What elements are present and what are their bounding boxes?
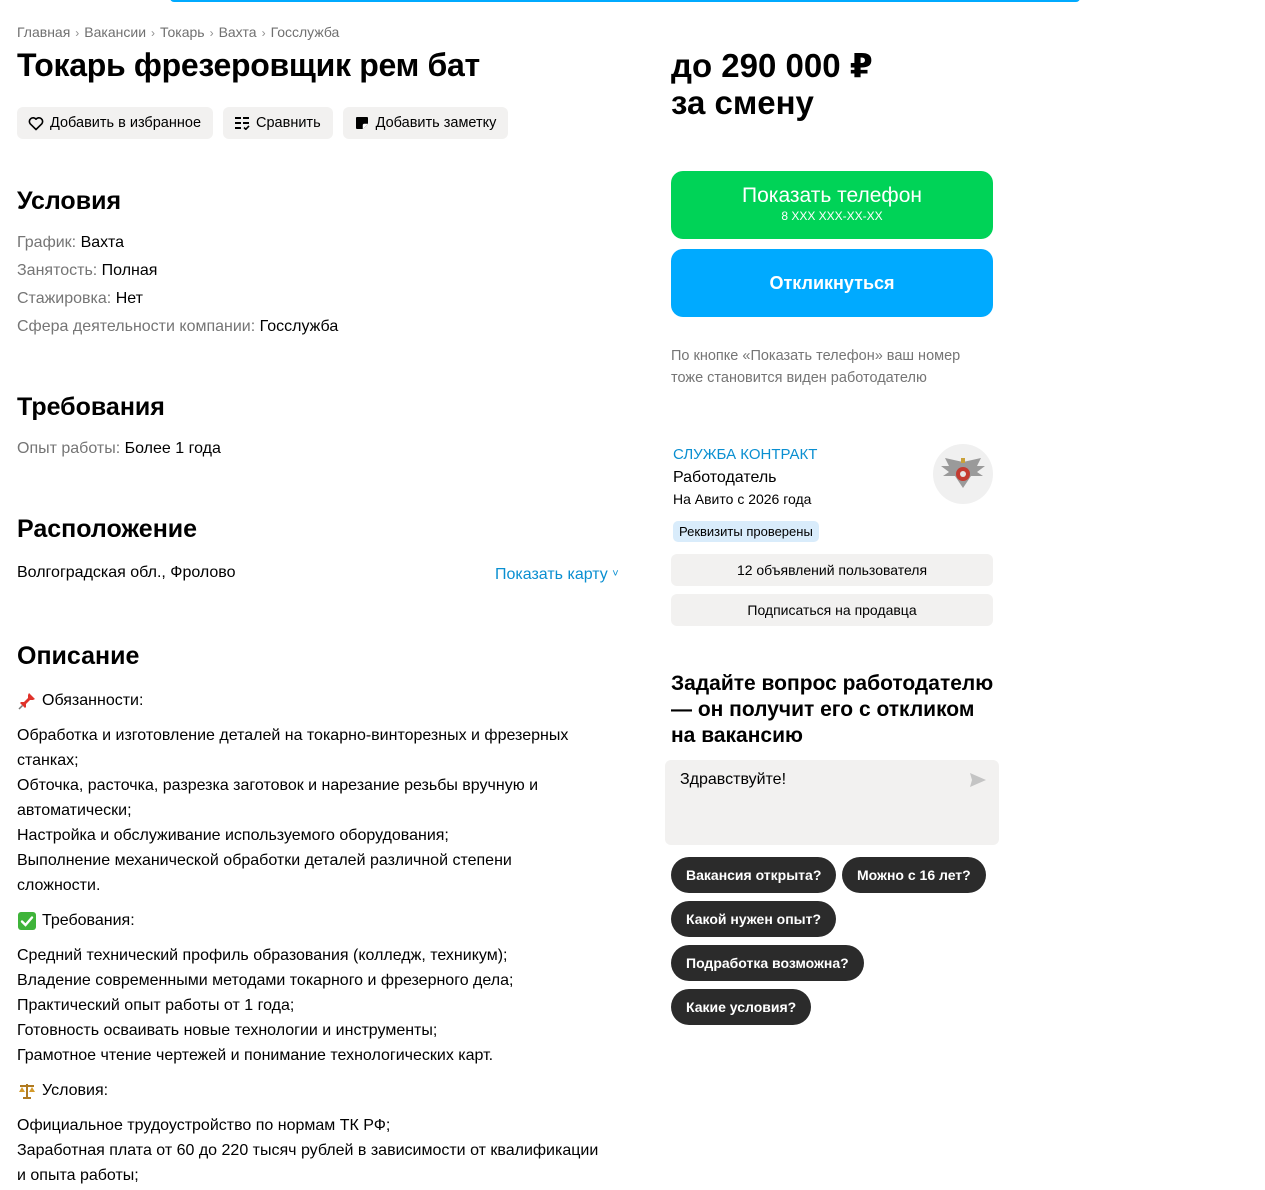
param-experience bbox=[17, 440, 221, 458]
list-item: Обработка и изготовление деталей на токарно-винторезных и фрезерных bbox=[17, 727, 569, 744]
breadcrumb-vacancies[interactable]: Вакансии bbox=[84, 24, 147, 40]
reply-button[interactable]: Откликнуться bbox=[671, 249, 993, 317]
show-phone-button[interactable] bbox=[671, 171, 993, 239]
list-item: Грамотное чтение чертежей и понимание технологических карт. bbox=[17, 1047, 494, 1064]
salary bbox=[671, 47, 873, 121]
param-value: Вахта bbox=[80, 234, 124, 251]
param-key: График: bbox=[17, 234, 77, 251]
user-listings-button[interactable]: 12 объявлений пользователя bbox=[671, 554, 993, 586]
add-note-label: Добавить заметку bbox=[375, 115, 497, 131]
param-key: Опыт работы: bbox=[17, 440, 121, 457]
param-schedule bbox=[17, 234, 124, 252]
list-item: Официальное трудоустройство по нормам ТК РФ; bbox=[17, 1117, 391, 1134]
seller-avatar[interactable] bbox=[933, 444, 993, 504]
breadcrumb-home[interactable]: Главная bbox=[17, 24, 71, 40]
chevron-down-icon: ˅ bbox=[612, 568, 619, 580]
list-item: Обточка, расточка, разрезка заготовок и нарезание резьбы вручную и bbox=[17, 777, 539, 794]
list-item: Настройка и обслуживание используемого оборудования; bbox=[17, 827, 449, 844]
question-input[interactable]: Здравствуйте! bbox=[665, 760, 999, 845]
send-icon[interactable] bbox=[969, 772, 987, 790]
add-to-favorites-button[interactable] bbox=[17, 107, 213, 139]
compare-label: Сравнить bbox=[256, 115, 321, 131]
question-chip[interactable]: Какой нужен опыт? bbox=[671, 901, 836, 937]
seller-since: На Авито с 2026 года bbox=[673, 491, 812, 507]
note-icon bbox=[353, 114, 371, 132]
conditions-list bbox=[17, 1113, 627, 1188]
add-to-favorites-label: Добавить в избранное bbox=[50, 115, 202, 131]
description-title: Описание bbox=[17, 642, 140, 670]
list-item: станках; bbox=[17, 752, 79, 769]
requirements-title: Требования bbox=[17, 393, 165, 421]
question-chip[interactable]: Вакансия открыта? bbox=[671, 857, 836, 893]
param-internship bbox=[17, 290, 143, 308]
requirements-heading bbox=[17, 908, 627, 933]
show-map-link[interactable] bbox=[495, 566, 619, 584]
list-item: Владение современными методами токарного и фрезерного дела; bbox=[17, 972, 514, 989]
list-item: Готовность осваивать новые технологии и инструменты; bbox=[17, 1022, 438, 1039]
phone-visibility-note: По кнопке «Показать телефон» ваш номер тоже становится виден работодателю bbox=[671, 348, 961, 386]
salary-period: за смену bbox=[671, 84, 814, 121]
list-item: Практический опыт работы от 1 года; bbox=[17, 997, 295, 1014]
param-key: Стажировка: bbox=[17, 290, 112, 307]
breadcrumb bbox=[17, 24, 339, 40]
chevron-right-icon: › bbox=[209, 26, 214, 40]
scales-emoji-icon bbox=[17, 1081, 37, 1101]
show-phone-label: Показать телефон bbox=[742, 184, 922, 207]
param-sphere bbox=[17, 318, 338, 336]
breadcrumb-gov[interactable]: Госслужба bbox=[270, 24, 340, 40]
param-value: Госслужба bbox=[259, 318, 339, 335]
masked-phone: 8 XXX XXX-XX-XX bbox=[781, 209, 883, 223]
param-key: Сфера деятельности компании: bbox=[17, 318, 256, 335]
ask-question-title: Задайте вопрос работодателю — он получит его с откликом на вакансию bbox=[671, 672, 994, 747]
conditions-heading-label: Условия: bbox=[42, 1082, 109, 1099]
param-employment bbox=[17, 262, 157, 280]
header-search-bar-edge bbox=[170, 0, 1080, 2]
list-item: сложности. bbox=[17, 877, 101, 894]
show-map-label: Показать карту bbox=[495, 566, 608, 583]
conditions-heading bbox=[17, 1078, 627, 1103]
list-item: Выполнение механической обработки деталей различной степени bbox=[17, 852, 512, 869]
breadcrumb-turner[interactable]: Токарь bbox=[160, 24, 205, 40]
question-chip[interactable]: Можно с 16 лет? bbox=[842, 857, 986, 893]
param-value: Нет bbox=[115, 290, 143, 307]
duties-list bbox=[17, 723, 627, 898]
location-address: Волгоградская обл., Фролово bbox=[17, 564, 236, 581]
list-item: Средний технический профиль образования (колледж, техникум); bbox=[17, 947, 508, 964]
heart-icon bbox=[27, 114, 45, 132]
listing-actions bbox=[17, 107, 508, 139]
question-chip[interactable]: Какие условия? bbox=[671, 989, 811, 1025]
param-value: Более 1 года bbox=[124, 440, 221, 457]
list-item: автоматически; bbox=[17, 802, 132, 819]
question-chip[interactable]: Подработка возможна? bbox=[671, 945, 864, 981]
list-item: и опыта работы; bbox=[17, 1167, 139, 1184]
location-title: Расположение bbox=[17, 515, 198, 543]
description-body bbox=[17, 688, 627, 1190]
emblem-icon bbox=[937, 454, 989, 494]
verified-badge: Реквизиты проверены bbox=[673, 521, 819, 542]
add-note-button[interactable] bbox=[343, 107, 509, 139]
requirements-heading-label: Требования: bbox=[42, 912, 135, 929]
seller-role: Работодатель bbox=[673, 469, 777, 486]
pushpin-emoji-icon bbox=[17, 691, 37, 711]
param-value: Полная bbox=[101, 262, 158, 279]
breadcrumb-shift[interactable]: Вахта bbox=[218, 24, 257, 40]
conditions-title: Условия bbox=[17, 187, 122, 215]
chevron-right-icon: › bbox=[261, 26, 266, 40]
requirements-list bbox=[17, 943, 627, 1068]
salary-amount: до 290 000 ₽ bbox=[671, 47, 873, 84]
page-title: Токарь фрезеровщик рем бат bbox=[17, 47, 480, 83]
seller-name-link[interactable]: СЛУЖБА КОНТРАКТ bbox=[673, 446, 818, 463]
list-item: Заработная плата от 60 до 220 тысяч рублей в зависимости от квалификации bbox=[17, 1142, 599, 1159]
duties-heading bbox=[17, 688, 627, 713]
check-mark-emoji-icon bbox=[17, 911, 37, 931]
subscribe-seller-button[interactable]: Подписаться на продавца bbox=[671, 594, 993, 626]
compare-icon bbox=[233, 114, 251, 132]
chevron-right-icon: › bbox=[151, 26, 156, 40]
param-key: Занятость: bbox=[17, 262, 98, 279]
chevron-right-icon: › bbox=[75, 26, 80, 40]
duties-heading-label: Обязанности: bbox=[42, 692, 144, 709]
compare-button[interactable] bbox=[223, 107, 333, 139]
